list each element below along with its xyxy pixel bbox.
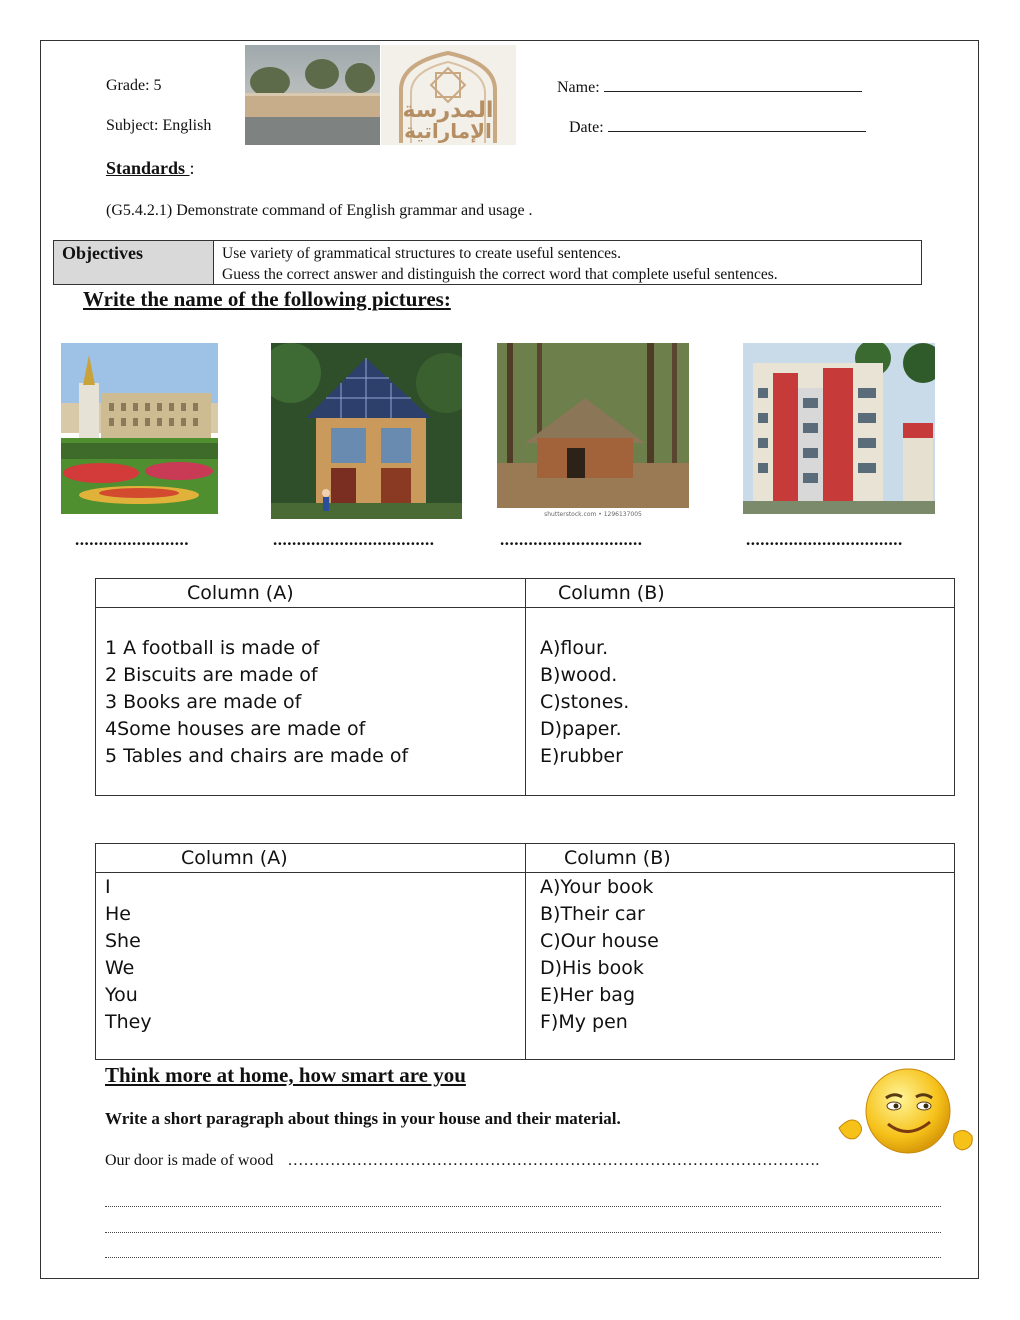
standards-colon: :: [189, 158, 195, 178]
school-building-photo: [245, 45, 380, 145]
possessives-header-a: Column (A): [96, 844, 526, 872]
material-question-1: 1 A football is made of: [105, 637, 320, 659]
objectives-table: [53, 240, 922, 285]
possessive-d: D)His book: [540, 957, 644, 979]
possessives-header-b: Column (B): [564, 847, 671, 869]
material-question-2: 2 Biscuits are made of: [105, 664, 318, 686]
pictures-title: Write the name of the following pictures:: [83, 287, 451, 311]
possessive-b: B)Their car: [540, 903, 645, 925]
pronoun-4: We: [105, 957, 135, 979]
material-question-3: 3 Books are made of: [105, 691, 302, 713]
school-logo: [381, 45, 516, 145]
objective-2: Guess the correct answer and distinguish the correct word that complete useful sentences.: [222, 266, 778, 283]
material-answer-b: B)wood.: [540, 664, 618, 686]
solar-house-picture: [271, 343, 462, 519]
hut-picture: [497, 343, 689, 518]
pronoun-5: You: [105, 984, 138, 1006]
homework-instruction: Write a short paragraph about things in your house and their material.: [105, 1109, 621, 1128]
writing-line-1[interactable]: [105, 1206, 941, 1207]
possessive-c: C)Our house: [540, 930, 659, 952]
writing-line-3[interactable]: [105, 1257, 941, 1258]
answer-blank-3[interactable]: ..............................: [500, 530, 643, 549]
objectives-label: Objectives: [54, 241, 214, 284]
possessive-e: E)Her bag: [540, 984, 636, 1006]
materials-match-table: [95, 578, 955, 796]
material-question-4: 4Some houses are made of: [105, 718, 366, 740]
pronoun-2: He: [105, 903, 131, 925]
date-field[interactable]: [608, 117, 866, 132]
homework-example-dots[interactable]: ……………………………………………………………………………………….: [287, 1152, 820, 1169]
possessives-match-table: [95, 843, 955, 1060]
writing-line-2[interactable]: [105, 1232, 941, 1233]
material-answer-c: C)stones.: [540, 691, 630, 713]
name-field[interactable]: [604, 77, 862, 92]
smiley-icon: [836, 1066, 976, 1166]
logo-text-2: الإماراتية: [404, 119, 492, 143]
possessive-a: A)Your book: [540, 876, 654, 898]
subject-label: Subject: English: [106, 117, 212, 134]
material-answer-e: E)rubber: [540, 745, 623, 767]
answer-blank-4[interactable]: .................................: [746, 530, 903, 549]
answer-blank-2[interactable]: ..................................: [273, 530, 435, 549]
date-label: Date:: [569, 119, 604, 136]
material-answer-a: A)flour.: [540, 637, 609, 659]
possessive-f: F)My pen: [540, 1011, 628, 1033]
logo-text-1: المدرسة: [402, 98, 494, 123]
pronoun-1: I: [105, 876, 111, 898]
material-question-5: 5 Tables and chairs are made of: [105, 745, 409, 767]
apartment-building-picture: [743, 343, 935, 514]
standards-title: Standards: [106, 158, 190, 178]
name-label: Name:: [557, 79, 600, 96]
homework-example: Our door is made of wood: [105, 1152, 274, 1169]
palace-picture: [61, 343, 218, 514]
homework-title: Think more at home, how smart are you: [105, 1063, 466, 1087]
answer-blank-1[interactable]: ........................: [75, 530, 189, 549]
material-answer-d: D)paper.: [540, 718, 622, 740]
standards-text: (G5.4.2.1) Demonstrate command of English grammar and usage .: [106, 202, 533, 219]
pronoun-6: They: [105, 1011, 152, 1033]
materials-header-b: Column (B): [558, 582, 665, 604]
materials-header-a: Column (A): [96, 579, 526, 607]
grade-label: Grade: 5: [106, 77, 162, 94]
pronoun-3: She: [105, 930, 141, 952]
shutterstock-watermark: shutterstock.com • 1296137005: [544, 511, 642, 518]
objective-1: Use variety of grammatical structures to create useful sentences.: [222, 245, 621, 262]
